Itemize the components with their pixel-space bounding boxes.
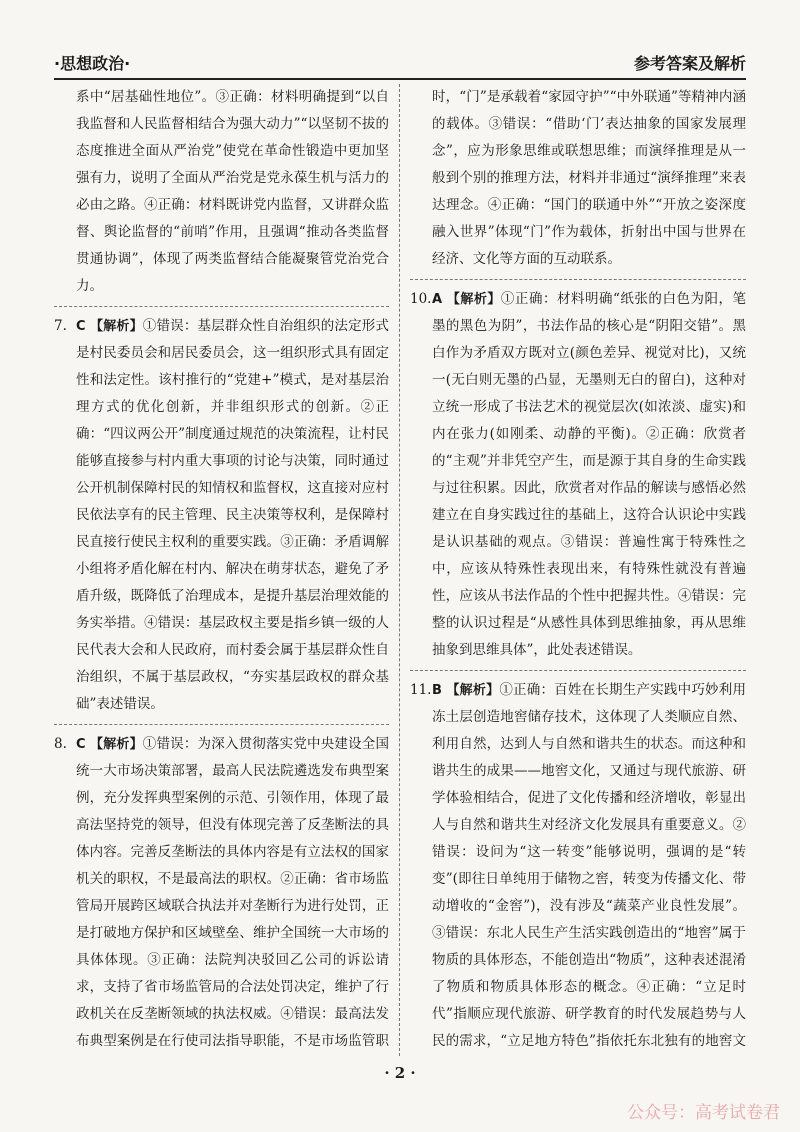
analysis-tag: 【解析】 [90, 319, 143, 334]
question-10 [410, 286, 746, 664]
subject-title: ·思想政治· [54, 54, 131, 73]
question-divider [410, 670, 746, 671]
page-number: · 2 · [384, 1064, 416, 1082]
question-body [432, 677, 746, 1056]
analysis-tag: 【解析】 [90, 737, 143, 752]
question-divider [54, 306, 389, 307]
section-title: 参考答案及解析 [633, 54, 746, 73]
analysis-text: ①错误：基层群众性自治组织的法定形式是村民委员会和居民委员会，这一组织形式具有固定性和法定性。该村推行的“党建+”模式，是对基层治理方式的优化创新，并非组织形式的创新。②正确：“四议两公开”制度通过规范的决策流程，让村民能够直接参与村内重大事项的讨论与决策，同时通过公开机制保障村民的知情权和监督权，这直接对应村民依法享有的民主管理、民主决策等权利，是保障村民直接行使民主权利的重要实践。③正确：矛盾调解小组将矛盾化解在村内、解决在萌芽状态，避免了矛盾升级，既降低了治理成本，是提升基层治理效能的务实举措。④错误：基层政权主要是指乡镇一级的人民代表大会和人民政府，而村委会属于基层群众性自治组织，不属于基层政权，“夯实基层政权的群众基础”表述错误。 [76, 318, 389, 712]
question-body [76, 313, 389, 718]
answer-letter: C [76, 737, 86, 752]
question-11 [410, 677, 746, 1056]
answer-letter: A [432, 292, 443, 307]
analysis-text: ①错误：为深入贯彻落实党中央建设全国统一大市场决策部署，最高人民法院遴选发布典型案例，充分发挥典型案例的示范、引领作用，体现了最高法坚持党的领导，但没有体现完善了反垄断法的具体内容。完善反垄断法的具体内容是有立法权的国家机关的职权，不是最高法的职权。②正确：省市场监管局开展跨区域联合执法并对垄断行为进行处罚，正是打破地方保护和区域壁垒、维护全国统一大市场的具体体现。③正确：法院判决驳回乙公司的诉讼请求，支持了省市场监管局的合法处罚决定，维护了行政机关在反垄断领域的执法权威。④错误：最高法发布典型案例是在行使司法指导职能，不是市场监管职 [76, 736, 389, 1049]
right-column [400, 84, 746, 1056]
question-body [432, 286, 746, 664]
question-number: 11. [410, 682, 432, 698]
analysis-text: ①正确：百姓在长期生产实践中巧妙利用冻土层创造地窖储存技术，这体现了人类顺应自然、利用自然，达到人与自然和谐共生的状态。而这种和谐共生的成果——地窖文化，又通过与现代旅游、研学体验相结合，促进了文化传播和经济增收，彰显出人与自然和谐共生对经济文化发展具有重要意义。②错误：设问为“这一转变”能够说明，强调的是“转变”(即往日单纯用于储物之窖，转变为传播文化、带动增收的“金窖”)，没有涉及“蔬菜产业良性发展”。③错误：东北人民生产生活实践创造出的“地窖”属于物质的具体形态，不能创造出“物质”，这种表述混淆了物质和物质具体形态的概念。④正确：“立足时代”指顺应现代旅游、研学教育的时代发展趋势与人民的需求，“立足地方特色”指依托东北独有的地窖文 [432, 682, 746, 1049]
question-body [76, 731, 389, 1056]
content-columns [54, 84, 746, 1056]
question-8 [54, 731, 389, 1056]
answer-letter: B [432, 683, 442, 698]
answer-letter: C [76, 319, 86, 334]
left-column [54, 84, 400, 1056]
question-divider [410, 279, 746, 280]
continuation-paragraph: 系中“居基础性地位”。③正确：材料明确提到“以自我监督和人民监督相结合为强大动力”“以坚韧不拔的态度推进全面从严治党”使党在革命性锻造中更加坚强有力，说明了全面从严治党是党永葆生机与活力的必由之路。④正确：材料既讲党内监督，又讲群众监督、舆论监督的“前哨”作用，且强调“推动各类监督贯通协调”，体现了两类监督结合能凝聚管党治党合力。 [76, 89, 389, 294]
analysis-tag: 【解析】 [446, 292, 501, 307]
question-7 [54, 313, 389, 718]
page-header [54, 50, 746, 80]
watermark-text: 公众号：高考试卷君 [627, 1103, 780, 1123]
continuation-paragraph: 时，“门”是承载着“家园守护”“中外联通”等精神内涵的载体。③错误：“借助‘门’表达抽象的国家发展理念”，应为形象思维或联想思维；而演绎推理是从一般到个别的推理方法，材料并非通过“演绎推理”来表达理念。④正确：“国门的联通中外”“开放之姿深度融入世界”体现“门”作为载体，折射出中国与世界在经济、文化等方面的互动联系。 [432, 89, 746, 267]
question-number: 8. [54, 736, 67, 752]
question-number: 7. [54, 318, 67, 334]
analysis-text: ①正确：材料明确“纸张的白色为阳，笔墨的黑色为阴”，书法作品的核心是“阴阳交错”。黑白作为矛盾双方既对立(颜色差异、视觉对比)，又统一(无白则无墨的凸显，无墨则无白的留白)，这种对立统一形成了书法艺术的视觉层次(如浓淡、虚实)和内在张力(如刚柔、动静的平衡)。②正确：欣赏者的“主观”并非凭空产生，而是源于其自身的生命实践与过往积累。因此，欣赏者对作品的解读与感悟必然建立在自身实践过往的基础上，这符合认识论中实践是认识基础的观点。③错误：普遍性寓于特殊性之中，应该从特殊性表现出来，有特殊性就没有普遍性，应该从书法作品的个性中把握共性。④错误：完整的认识过程是“从感性具体到思维抽象，再从思维抽象到思维具体”，此处表述错误。 [432, 291, 746, 658]
analysis-tag: 【解析】 [446, 683, 500, 698]
question-divider [54, 724, 389, 725]
question-number: 10. [410, 291, 432, 307]
